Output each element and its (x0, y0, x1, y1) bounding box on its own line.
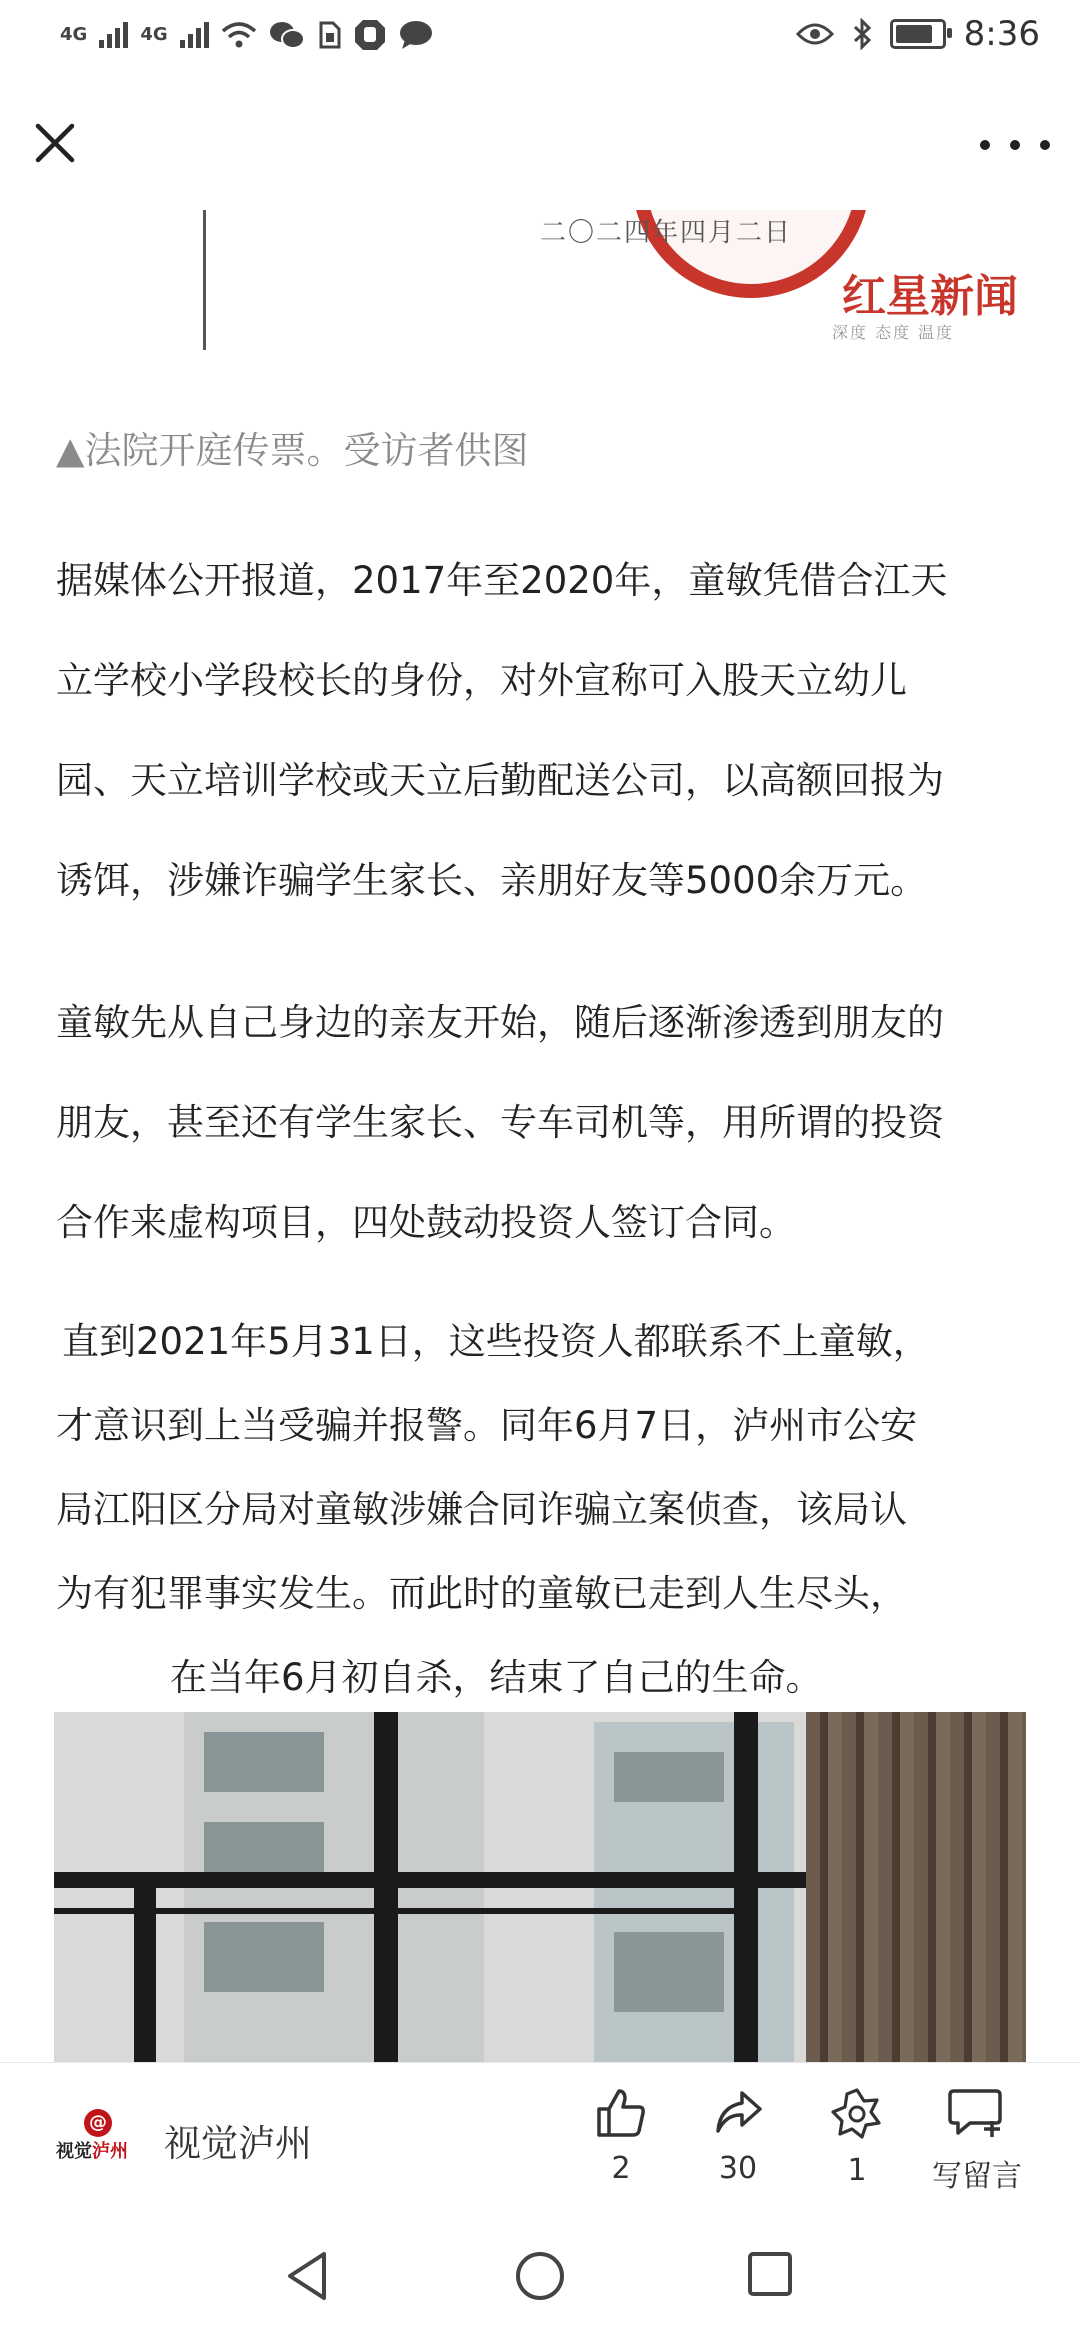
paragraph-line: 在当年6月初自杀，结束了自己的生命。 (170, 1656, 823, 1699)
watermark-slogan: 深度 态度 温度 (832, 323, 955, 342)
status-left (60, 18, 433, 52)
hand-icon (353, 18, 387, 52)
sim-icon (317, 21, 341, 49)
publisher-logo-mark: @ (84, 2109, 112, 2137)
comment-add-icon (948, 2087, 1006, 2139)
like-button[interactable] (566, 2087, 676, 2186)
paragraph-line: 诱饵，涉嫌诈骗学生家长、亲朋好友等5000余万元。 (56, 859, 928, 902)
signal-icon (99, 22, 128, 48)
summons-date: 二〇二四年四月二日 (540, 218, 793, 248)
paragraph-line: 直到2021年5月31日，这些投资人都联系不上童敏， (62, 1320, 930, 1363)
more-icon (980, 140, 990, 150)
system-navigation-bar (0, 2210, 1080, 2340)
network-type-1: 4G (60, 24, 88, 45)
photo-window (204, 1822, 324, 1872)
paragraph-line: 立学校小学段校长的身份，对外宣称可入股天立幼儿 (56, 659, 907, 702)
paragraph-line: 园、天立培训学校或天立后勤配送公司，以高额回报为 (56, 759, 944, 802)
court-summons-image (0, 210, 1080, 360)
status-time: 8:36 (963, 14, 1040, 54)
recents-icon (746, 2250, 794, 2298)
like-count: 2 (611, 2151, 631, 2186)
back-icon (284, 2250, 332, 2302)
wechat-icon (269, 20, 305, 50)
paragraph-line: 局江阳区分局对童敏涉嫌合同诈骗立案侦查，该局认 (56, 1488, 907, 1531)
share-icon (712, 2087, 764, 2139)
window-frame (54, 1908, 734, 1914)
close-icon (30, 118, 80, 168)
window-frame (734, 1712, 758, 2062)
photo-window (204, 1922, 324, 1992)
top-nav (0, 80, 1080, 210)
article-paragraph-2 (56, 973, 1036, 1273)
write-comment-button[interactable] (917, 2087, 1037, 2195)
paragraph-line: 合作来虚构项目，四处鼓动投资人签订合同。 (56, 1201, 796, 1244)
watermark-logo: 红星新闻 (842, 271, 1018, 322)
bluetooth-icon (852, 18, 872, 50)
publisher-logo-text (56, 2137, 128, 2163)
close-button[interactable] (30, 118, 80, 168)
status-right (796, 14, 1040, 54)
share-button[interactable] (683, 2087, 793, 2186)
battery-icon (890, 19, 946, 49)
home-button[interactable] (514, 2250, 566, 2306)
paragraph-line: 为有犯罪事实发生。而此时的童敏已走到人生尽头， (56, 1572, 907, 1615)
photo-window (204, 1732, 324, 1792)
image-border-line (203, 210, 206, 350)
paragraph-line: 童敏先从自己身边的亲友开始，随后逐渐渗透到朋友的 (56, 1001, 944, 1044)
window-frame (134, 1888, 156, 2062)
more-button[interactable] (980, 130, 1050, 160)
write-comment-label: 写留言 (932, 2159, 1022, 2194)
image-caption: ▲法院开庭传票。受访者供图 (56, 429, 529, 472)
paragraph-line: 据媒体公开报道，2017年至2020年，童敏凭借合江天 (56, 559, 948, 602)
paragraph-line: 朋友，甚至还有学生家长、专车司机等，用所谓的投资 (56, 1101, 944, 1144)
favorite-icon (830, 2087, 884, 2141)
thumbs-up-icon (595, 2087, 647, 2139)
eye-icon (796, 22, 834, 46)
article-paragraph-1 (56, 531, 1036, 931)
publisher-logo-text-2: 泸州 (92, 2141, 128, 2162)
paragraph-line: 才意识到上当受骗并报警。同年6月7日，泸州市公安 (56, 1404, 918, 1447)
publisher-logo-text-1: 视觉 (56, 2141, 92, 2162)
publisher-name[interactable]: 视觉泸州 (164, 2122, 312, 2165)
back-button[interactable] (284, 2250, 332, 2306)
more-icon-dot (1010, 140, 1020, 150)
article-paragraph-3 (56, 1300, 1036, 1720)
recents-button[interactable] (746, 2250, 794, 2302)
photo-window (614, 1752, 724, 1802)
wifi-icon (221, 21, 257, 49)
publisher-logo[interactable] (56, 2109, 136, 2163)
photo-window (614, 1932, 724, 2012)
favorite-button[interactable] (802, 2087, 912, 2188)
photo-curtain (806, 1712, 1026, 2062)
article-photo[interactable] (54, 1712, 1026, 2062)
share-count: 30 (718, 2151, 758, 2186)
window-frame (374, 1712, 398, 2062)
signal-icon (180, 22, 209, 48)
network-type-2: 4G (140, 24, 168, 45)
favorite-count: 1 (847, 2153, 867, 2188)
home-icon (514, 2250, 566, 2302)
status-bar (0, 0, 1080, 80)
message-icon (399, 20, 433, 50)
more-icon-dot (1040, 140, 1050, 150)
article-action-bar (0, 2062, 1080, 2211)
